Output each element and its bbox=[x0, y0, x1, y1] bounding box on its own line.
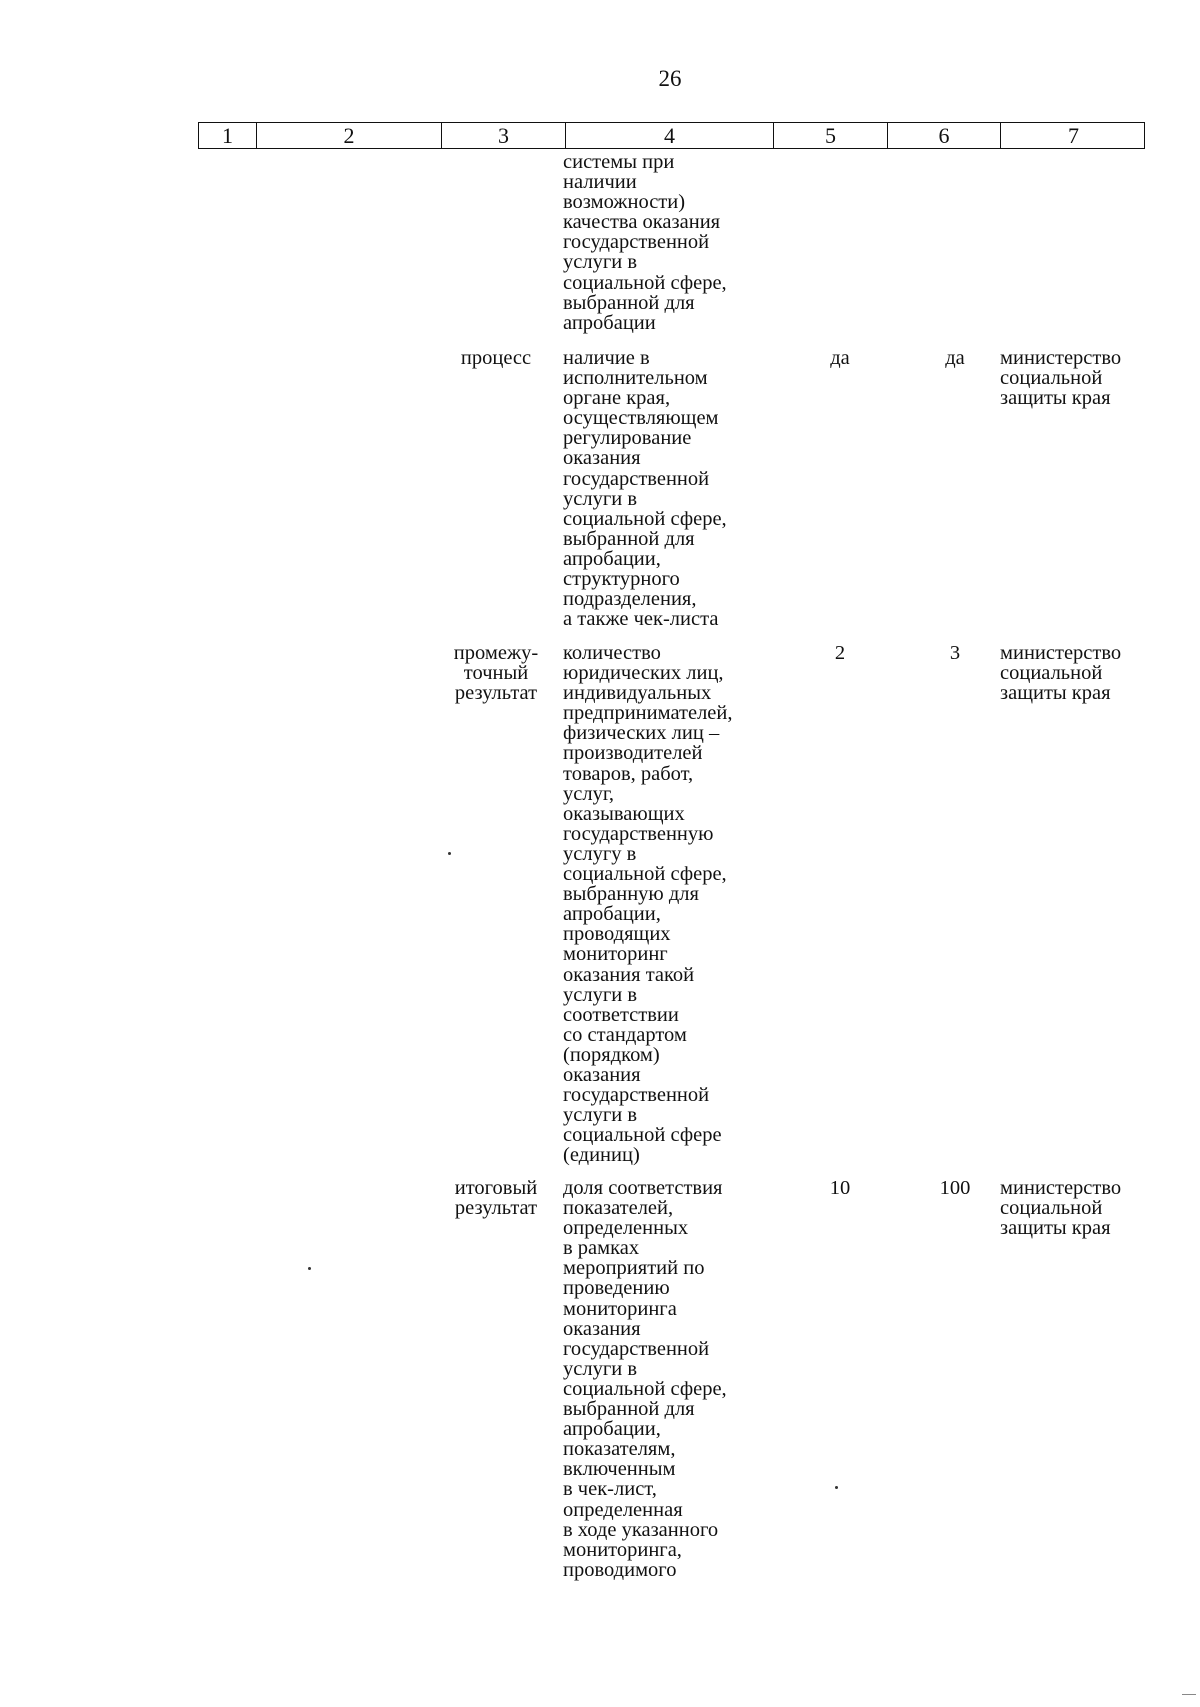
row-type-cell: итоговый результат bbox=[454, 1177, 538, 1220]
scan-speck bbox=[448, 852, 451, 855]
row-type-cell: процесс bbox=[460, 347, 532, 369]
header-cell-7: 7 bbox=[1000, 123, 1146, 148]
responsible-cell: министерство социальной защиты края bbox=[1000, 347, 1122, 410]
value-cell-5: 10 bbox=[829, 1177, 851, 1199]
table-header-row bbox=[198, 122, 1145, 149]
header-cell-5: 5 bbox=[773, 123, 887, 148]
value-cell-6: 100 bbox=[939, 1177, 971, 1199]
header-cell-4: 4 bbox=[565, 123, 773, 148]
row-type-cell: промежу- точный результат bbox=[453, 642, 539, 705]
scan-mark bbox=[1182, 1694, 1196, 1695]
value-cell-6: 3 bbox=[949, 642, 961, 664]
header-cell-3: 3 bbox=[441, 123, 565, 148]
header-cell-1: 1 bbox=[222, 123, 233, 148]
indicator-cell: количество юридических лиц, индивидуальных предпринимателей, физических лиц – производителей товаров, работ, услуг, оказывающих государственную услугу в социальной сфере, выбранную для апробации, проводящих мониторинг оказания такой услуги в соответствии со стандартом (порядком) оказания государственной услуги в социальной сфере (единиц) bbox=[563, 642, 733, 1167]
value-cell-6: да bbox=[945, 347, 965, 369]
continuation-cell-4: системы при наличии возможности) качества оказания государственной услуги в социальной сфере, выбранной для апробации bbox=[563, 151, 727, 334]
value-cell-5: да bbox=[830, 347, 850, 369]
header-cell-2: 2 bbox=[256, 123, 441, 148]
page-number: 26 bbox=[658, 66, 682, 91]
header-cell-6: 6 bbox=[887, 123, 1000, 148]
value-cell-5: 2 bbox=[834, 642, 846, 664]
scan-speck bbox=[835, 1486, 838, 1489]
indicator-cell: доля соответствия показателей, определенных в рамках мероприятий по проведению мониторинга оказания государственной услуги в социальной сфере, выбранной для апробации, показателям, включенным в чек-лист, определенная в ходе указанного мониторинга, проводимого bbox=[563, 1177, 727, 1581]
responsible-cell: министерство социальной защиты края bbox=[1000, 1177, 1122, 1240]
scan-speck bbox=[308, 1267, 311, 1270]
indicator-cell: наличие в исполнительном органе края, осуществляющем регулирование оказания государственной услуги в социальной сфере, выбранной для апробации, структурного подразделения, а также чек-листа bbox=[563, 347, 727, 631]
responsible-cell: министерство социальной защиты края bbox=[1000, 642, 1122, 705]
